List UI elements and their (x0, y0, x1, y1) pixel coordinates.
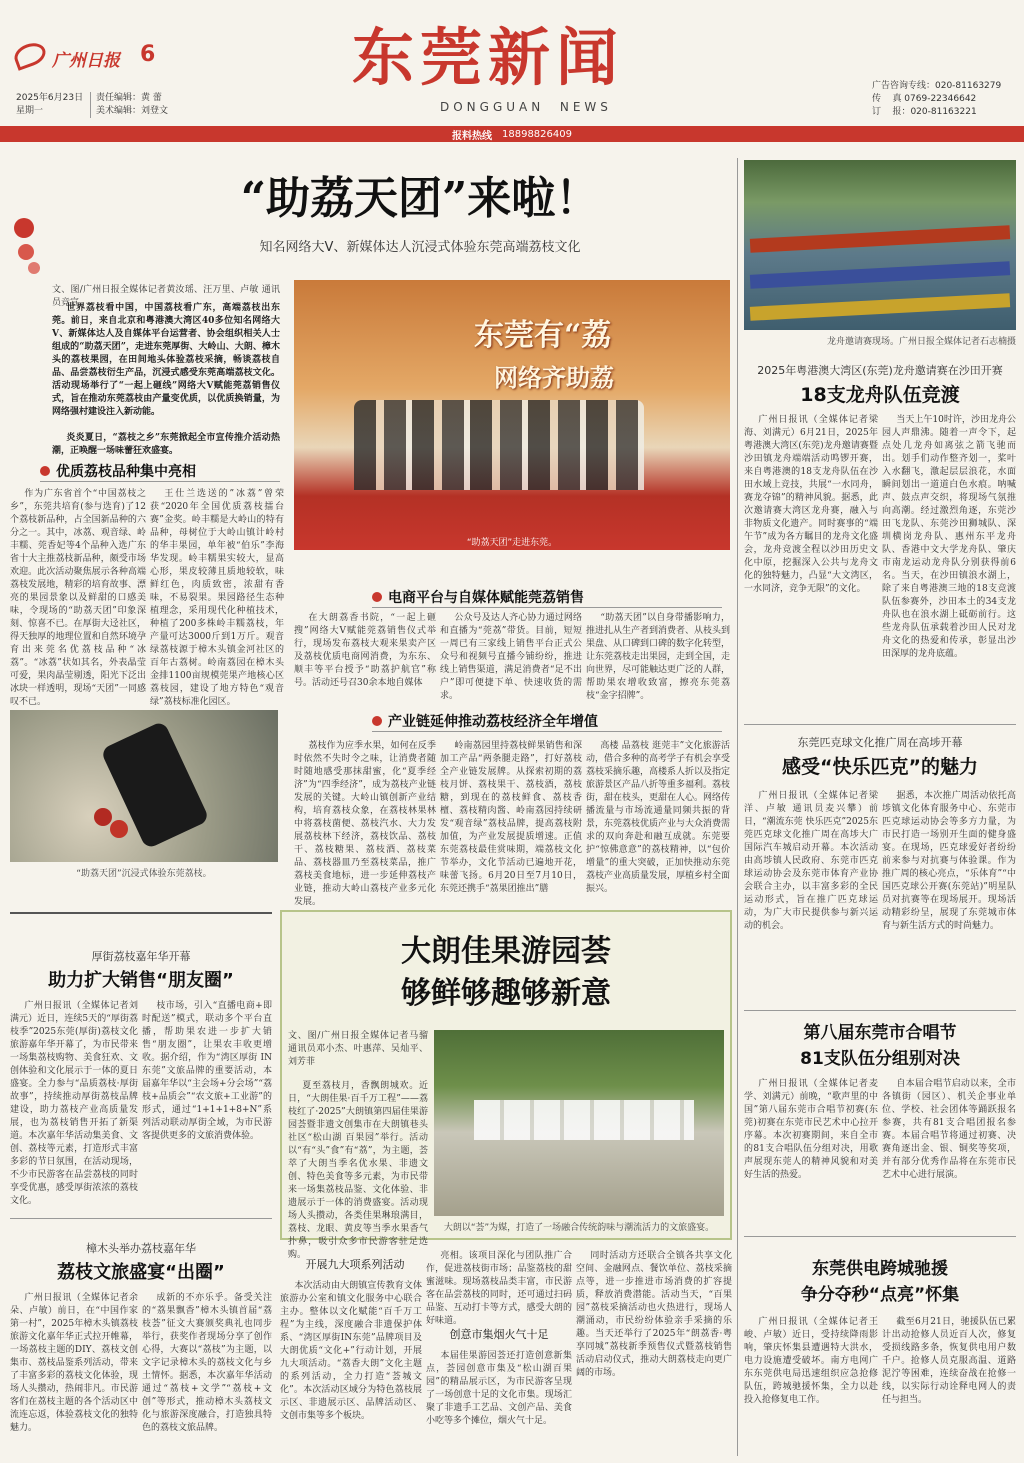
masthead (0, 0, 1024, 152)
feature-headline-1: 大朗佳果游园荟 (401, 934, 611, 969)
lead-photo (294, 280, 730, 550)
lychee-decoration (18, 244, 34, 260)
hjg-kicker: 樟木头举办荔枝嘉年华 (86, 1242, 196, 1255)
power-headline-1: 东莞供电跨城驰援 (812, 1259, 948, 1279)
ecommerce-text-b: 公众号及达人齐心协力通过网络和直播为“莞荔”带货。目前，短短一周已有三家线上销售平台正式公众号和视频号直播今铺纷纷，推进线上销售渠道，满足消费者“足不出户”即可便捷下单、快速收货的需求。 (440, 613, 582, 701)
dragon-boat-headline: 18支龙舟队伍竞渡 (800, 384, 960, 406)
group-people (354, 400, 644, 490)
dragon-boat (750, 225, 1010, 253)
dragon-boat-text-a: 广州日报讯（全媒体记者梁海、刘满元）6月21日，2025年粤港澳大湾区(东莞)龙舟邀请赛暨沙田镇龙舟端端活动鸣锣开赛，来自粤港澳的18支龙舟队伍在沙田水域上竞技，共展“一水同舟，赛龙夺锦”的精神风貌。据悉，此次邀请赛大湾区龙舟赛，融入与非物质文化遗产。同时赛事的“端午节”成为各方瞩目的龙舟文化盛会，龙舟竞渡全程以沙田历史文化中原，挖掘深入公共与龙舟文化的独特魅力，凸显“大文湾区，一水同济，竞争无限”的文化。 (744, 415, 878, 594)
bullet-icon (372, 592, 382, 602)
fest-sub2-text-b: 同时活动方还联合全镇各共享文化空间、金融网点、餐饮单位、荔枝采摘点等，进一步推进市场消费的扩容提质，释放消费潜能。活动当天，“百果园”荔枝采摘活动也火热进行，现场人潮涌动，市民纷纷体验亲手采摘的乐趣。当天还举行了2025年“朗荔香·粤享同城”荔枝新季预售仪式暨荔枝销售活动启动仪式，推动大朗荔枝走向更广阔的市场。 (576, 1251, 732, 1378)
power-text-a: 广州日报讯（全媒体记者王峻、卢敏）近日，受持续降雨影响，肇庆怀集县遭遇特大洪水，电力设施遭受破坏。南方电网广东东莞供电局迅速组织应急抢修队伍，跨城驰援怀集，全力以赴投入抢修复电工作。 (744, 1317, 878, 1405)
feature-byline: 文、图/广州日报全媒体记者马骝 通讯员邓小杰、叶惠萍、吴灿平、刘芳菲 (288, 1031, 428, 1067)
dragon-boat-kicker: 2025年粤港澳大湾区(东莞)龙舟邀请赛在沙田开赛 (757, 364, 1003, 377)
section-heading-industry: 产业链延伸推动荔枝经济全年增值 (372, 710, 722, 732)
fest-photo (434, 1030, 724, 1216)
bullet-icon (372, 716, 382, 726)
trade-text-b: 枝市场，引入“直播电商+即时配送”模式，联动多个平台直播，帮助果农进一步扩大销售“朋友圈”，让果农丰收更增收。据介绍，作为“湾区厚街 IN东莞”文旅品牌的重要活动，本届嘉年华以“主会场+分会场”“荔枝+品质会”“农文旅+工业游”的形式，通过“1+1+1+8+N”系列活动联动厚街全域，为市民游客提供更多的文旅消费体验。 (142, 1001, 272, 1141)
pickleball-headline: 感受“快乐匹克”的魅力 (782, 756, 978, 778)
pickleball-kicker: 东莞匹克球文化推广周在高埗开幕 (797, 736, 963, 749)
hjg-text-a: 广州日报讯（全媒体记者余朵、卢敏）前日，在“中国作家第一村”，2025年樟木头镇荔枝旅游文化嘉年华正式拉开帷幕，一场荔枝主题的DIY、荔枝文创集市、荔枝品鉴系列活动，带来了丰富多彩的荔枝文化体验，现场人头攒动，热闹非凡。市民游客们在荔枝主题的各个活动区中流连忘返，体验荔枝文化的独特魅力。 (10, 1293, 138, 1433)
designer-credit: 美术编辑：刘登文 (96, 106, 169, 116)
lychee-hand-photo (10, 710, 278, 862)
fest-subhead-2: 创意市集烟火气十足 (449, 1328, 549, 1341)
trade-text-a: 广州日报讯（全媒体记者刘满元）近日，连续5天的“厚街荔枝季”2025东莞(厚街)荔枝文化旅游嘉年华开幕了，为市民带来一场集荔枝购物、美食狂欢、文创体验和文化展示于一体的夏日盛宴。全力参与“品质荔枝·厚街故事”，持续推动厚街荔枝品牌建设，助力荔枝产业高质量发展，也为荔枝销售开拓了新渠道。本次嘉年华活动集美食、文创、荔枝等元素，打造形式丰富多彩的节日氛围，在活动现场，不少市民游客在品尝荔枝的同时享受优惠，感受厚街浓浓的荔枝文化。 (10, 1001, 138, 1206)
brand-name: 广州日报 (52, 51, 120, 71)
choir-text-b: 自本届合唱节启动以来，全市各镇街（园区）、机关企事业单位、学校、社会团体等踊跃报名参赛，共有81支合唱团报名参赛。本届合唱节将通过初赛、决赛角逐出金、银、铜奖等奖项，并有部分优秀作品将在东莞市民艺术中心进行展演。 (882, 1079, 1016, 1180)
lead-subheadline: 知名网络大V、新媒体达人沉浸式体验东莞高端荔枝文化 (259, 240, 581, 255)
issue-weekday: 星期一 (16, 106, 44, 116)
ecommerce-text-a: 在大朗荔香书院，“一起上砸搜”网络大V赋能莞荔销售仪式举行，现场发布荔枝大观来果卖产区及荔枝优质电商网消费，为东东、顺丰等平台授予“助荔护航官”称号。活动还号召30余本地自媒体 (294, 613, 436, 688)
trade-headline: 助力扩大销售“朋友圈” (48, 970, 234, 991)
bullet-icon (40, 466, 50, 476)
feature-intro: 夏至荔枝月，香飘朗城欢。近日，“大朗佳果·百千万工程”——荔枝红了·2025”大朗镇第四届佳果游园荟暨非遗文创集市在大朗镇巷头社区“松山湖 百果园”举行。活动以“有“头”食”有“荔”，为主题，荟萃了大朗当季名优水果、非遗文创、特色美食等多元素，为市民带来一场集荔枝品鉴、文化体验、非遗展示于一体的消费盛宴。活动现场人头攒动，各类佳果琳琅满目，荔枝、龙眼、黄皮等当季水果香气扑鼻，吸引众多市民游客驻足选购。 (288, 1081, 428, 1260)
feature-headline-2: 够鲜够趣够新意 (401, 976, 611, 1011)
power-headline-2: 争分夺秒“点亮”怀集 (800, 1285, 960, 1305)
lead-intro-2: 炎炎夏日，“荔枝之乡”东莞掀起全市宣传推介活动热潮，正唤醒一场味蕾狂欢盛宴。 (52, 433, 280, 456)
hotline-label: 报料热线 (452, 130, 492, 142)
fest-sub1-text: 本次活动由大朗镇宣传教育文体旅游办公室和镇文化服务中心联合主办。整体以文化赋能“百千万工程”为主线，深度融合非遗保护体系、“湾区厚街IN东莞”品牌项目及大朗优质“文化+”行动计划，开展九大项活动。“荔香大朗”文化主题的系列活动，全力打造“荟城文化”。本次活动区域分为特色荔枝展示区、非遗展示区、品牌活动区、文创市集等多个板块。 (280, 1281, 422, 1421)
dragon-boat-photo (744, 160, 1016, 330)
choir-headline-2: 81支队伍分组别对决 (800, 1049, 960, 1069)
fest-subhead-1: 开展九大项系列活动 (305, 1258, 405, 1271)
industry-text-b: 岭南荔园里持荔枝鲜果销售和深加工产品“两条腿走路”，打好荔枝全产业链发展牌。从探索初期的荔枝月饼、荔枝果干、荔枝酒，荔枝糖，到现在的荔枝鲜食、荔枝香檀、荔枝精肉酱、岭南荔园持续研发“观音绿”荔枝品牌，提高荔枝附加值，为产业发展提质增速。正值东莞荔枝最佳赏味期，端荔枝文化节举办，文化节活动已遍地开花，味蕾飞扬。6月20日至7月10日，东莞还携手“荔果团推出”膳 (440, 741, 582, 894)
lychee-decoration (28, 262, 40, 274)
section-heading-ecommerce: 电商平台与自媒体赋能莞荔销售 (372, 586, 722, 608)
varieties-text-b: 王仕兰选送的”冰荔”曾荣获“2020年全国优质荔枝擂台赛”金奖。岭丰糯是大岭山的特有品种，母树位于大岭山镇计岭村的华丰果园，单年被“伯乐”李海华发现。岭丰糯果实较大，显高心形，果皮较薄且质地较软，味鲜红色，肉质致密，浓甜有香味，不易裂果。果园路径生态种植理念，采用现代化种植技术，种植了200多株岭丰糯荔枝，年产量可达3000斤到1万斤。观音绿荔枝源于樟木头镇金河社区的百年古荔树。岭南荔园在樟木头金排1100亩规模莞果产地核心区荔枝园，建设了地方特色“观音绿”荔枝标准化园区。 (150, 489, 284, 707)
subscription-phone: 订 报：020-81163221 (872, 107, 977, 117)
choir-headline-1: 第八届东莞市合唱节 (803, 1023, 957, 1043)
lychee-decoration (14, 218, 34, 238)
fest-sub2-text: 本届佳果游园荟还打造创意新集点，荟园创意市集及“松山湖百果园”的精品展示区，为市民游客呈现了一场创意十足的文化市集。现场汇聚了非遗手工艺品、文创产品、美食小吃等多个摊位，烟火气十足。 (426, 1351, 572, 1426)
hotline-strip (0, 126, 1024, 142)
lychee-fruit (94, 808, 112, 826)
lychee-hand-caption: “助荔天团”沉浸式体验东莞荔枝。 (76, 869, 212, 879)
choir-text-a: 广州日报讯（全媒体记者麦学、刘满元）前晚，“歌声里的中国”第八届东莞市合唱节初赛(东莞)初赛在东莞市民艺术中心拉开序幕。本次初赛期间，来自全市的81支合唱队伍分组对决，用歌声展现东莞人的精神风貌和对美好生活的热爱。 (744, 1079, 878, 1180)
dragon-boat-text-b: 当天上午10时许，沙田龙舟公园人声鼎沸。随着一声令下，起点处几龙舟如离弦之箭飞驰而出。划手们动作整齐划一，桨叶入水翻飞，激起层层浪花，水面瞬间划出一道道白色水痕。呐喊声、鼓点声交织，将现场气氛推向高潮。经过激烈角逐，东莞沙田飞龙队、东莞沙田狮城队、深圳横岗龙舟队、惠州东平龙舟队、香港中文大学龙舟队、肇庆市南龙运动龙舟队分别获得前6名。当天，在沙田镇浪水湖上，除了来自粤港澳三地的18支竞渡队伍参赛外，沙田本土的34支龙舟队也在浪水湖上砥砺前行。这些龙舟队伍承载着沙田人民对龙舟文化的热爱和传承，彰显出沙田深厚的龙舟底蕴。 (882, 415, 1016, 659)
issue-date: 2025年6月23日 (16, 93, 84, 103)
editor-credit: 责任编辑：黄 蕾 (96, 93, 162, 103)
dragon-boat (750, 293, 1010, 321)
industry-text-c: 高楼 品荔枝 逛莞丰”文化旅游活动，借合多种的高考学子有机会享受荔枝采摘乐趣，高楼系人折以及指定旅游景区产品八折等重多福利。荔枝街，甜在枝头，更甜在人心。网络传播流量与市场流通量同频共振的背景，东莞荔枝优质产业与大众消费需求的双向奔赴和融互成就。东莞要护“惊佛意意”的荔枝精神，以“包价增量”的重大突破，正加快推动东莞荔枝产业高质量发展，厚植乡村全面振兴。 (586, 741, 731, 894)
varieties-text-a: 作为广东省首个“中国荔枝之乡”，东莞共培育(参与选育)了12个荔枝新品种，占全国新品种的六分之一。其中，冰荔、观音绿、岭丰糯、莞香妃等4个品种入选广东省十大主推荔枝新品种，颇受市场欢迎。此次活动聚焦展示各种高端荔枝发展地，精彩的培育故事、漂亮的果园景象以及鲜甜的口感美味，令现场的“助荔天团”印象深刻、惊喜不已。在厚街大迳社区，得天独厚的地理位置和自然环境孕育出来莞名优荔枝品种“冰荔”。“冰荔”状如其名，外表晶莹可爱，果肉晶莹剔透，阳光下泛出冰块一样透明，现场“天团”一同感叹不已。 (10, 489, 146, 707)
ecommerce-text-c: “助荔天团”以自身带播影响力，推进扎从生产者到消费者、从枝头到果盘、从口碑到口碑的数字化转型，让东莞荔枝走出果园，走到全国，走向世界，尽可能触达更广泛的人群，帮助果农增收致富，擦亮东莞荔枝“金字招牌”。 (586, 613, 731, 701)
hjg-text-b: 成新的不亦乐乎。备受关注的“荔果飘香”樟木头镇首届“荔枝荟”征文大赛颁奖典礼也同步举行，获奖作者现场分享了创作心得，大赛以“荔枝”为主题，以文字记录樟木头的荔枝文化与乡土情怀。据悉，本次嘉年华活动通过“荔枝+文学”“荔枝+文创”等形式，推动樟木头荔枝文化与旅游深度融合，打造独具特色的荔枝文旅品牌。 (142, 1293, 272, 1433)
page-number: 6 (140, 42, 156, 67)
lychee-fruit (110, 820, 128, 838)
hjg-headline: 荔枝文旅盛宴“出圈” (57, 1262, 225, 1283)
fax-number: 传 真 0769-22346642 (872, 94, 977, 104)
dragon-boat-caption: 龙舟邀请赛现场。广州日报全媒体记者石志楠摄 (826, 337, 1016, 347)
market-tents (474, 1100, 694, 1140)
section-title: 东莞新闻 (352, 21, 625, 94)
fest-photo-caption: 大朗以“荟”为媒，打造了一场融合传统韵味与潮流活力的文旅盛宴。 (443, 1223, 715, 1233)
pickleball-text-a: 广州日报讯（全媒体记者梁洋、卢敏 通讯员麦兴攀）前日，“潮流东莞 快乐匹克”2025东莞匹克球文化推广周在高埗大广国际汽车城启动开幕。本次活动由高埗镇人民政府、东莞市匹克球运动协会及东莞市体育产业协会联合主办，以丰富多彩的全民运动形式，旨在推广匹克球运动，为广大市民提供参与新兴运动的机会。 (744, 791, 878, 931)
dragon-boat (750, 261, 1010, 289)
fest-sub1-text-b: 亮相。该项目深化与团队推广合作，促进荔枝街市场；品鉴荔枝的甜蜜滋味。现场荔枝品类丰富，市民游客在品尝荔枝的同时，还可通过扫码品鉴、互动打卡等方式，感受大朗的好味道。 (426, 1251, 572, 1326)
lead-photo-caption: “助荔天团”走进东莞。 (466, 538, 558, 548)
pickleball-text-b: 据悉，本次推广周活动依托高埗镇文化体育服务中心、东莞市匹克球运动协会等多方力量，为市民打造一场别开生面的健身盛宴。在现场，匹克球爱好者纷纷前来参与对抗赛与体验课。作为推广周的核心亮点，“乐体育”“中国匹克球公开赛(东莞站)”明星队员对抗赛等在现场展开。现场活动精彩纷呈，展现了东莞城市体育与新生活方式的时尚魅力。 (882, 791, 1016, 931)
power-text-b: 截至6月21日，驰援队伍已累计出动抢修人员近百人次，修复受损线路多条，恢复供电用户数千户。抢修人员克服高温、道路泥泞等困难，连续奋战在抢修一线，以实际行动诠释电网人的责任与担当。 (882, 1317, 1016, 1405)
trade-kicker: 厚街荔枝嘉年华开幕 (91, 950, 191, 963)
newspaper-logo (11, 39, 49, 71)
banner-text: 网络齐助荔 (494, 363, 614, 392)
section-subtitle: DONGGUAN NEWS (440, 100, 612, 114)
section-heading-varieties: 优质荔枝品种集中亮相 (40, 460, 280, 482)
industry-text-a: 荔枝作为应季水果，如何在反季时依然不失时令之味，让消费者随时随地感受那抹甜蜜，化“夏季经济”为“四季经济”，成为荔枝产业链发展的关键。大岭山镇创新产业结构，培育荔枝众象，在荔枝林果林中将荔枝菌便、荔枝汽水、大力发展荔枝林下经济，荔枝饮品、荔枝干、荔枝糖果、荔枝酒、荔枝菜品、荔枝器皿乃至荔枝菜品，推广荔枝美食地标，进一步延伸荔枝产业链，推动大岭山荔枝产业多元化发展。 (294, 741, 436, 907)
banner-text: 东莞有“荔 (474, 318, 612, 353)
lead-intro: 世界荔枝看中国，中国荔枝看广东，高端荔枝出东莞。前日，来自北京和粤港澳大湾区40多位知名网络大V、新媒体达人及自媒体平台运营者、协会组织相关人士组成的“助荔天团”，走进东莞厚街、大岭山、大朗、樟木头的荔枝果园，在田间地头体验荔枝采摘，畅谈荔枝自品、品尝荔枝衍生产品，沉浸式感受东莞高端荔枝文化。活动现场举行了“一起上砸线”网络大V赋能莞荔销售仪式，旨在推动东莞荔枝由产量变优质，以优质换销量，为网络强村建设注入新动能。 (52, 303, 280, 417)
lead-headline: “助荔天团”来啦！ (240, 173, 600, 224)
lead-byline: 文、图/广州日报全媒体记者黄汝瑶、汪万里、卢敏 通讯员竞宣 (52, 285, 280, 308)
ad-phone: 广告咨询专线：020-81163279 (872, 81, 1002, 91)
hotline-number: 18898826409 (502, 128, 572, 140)
